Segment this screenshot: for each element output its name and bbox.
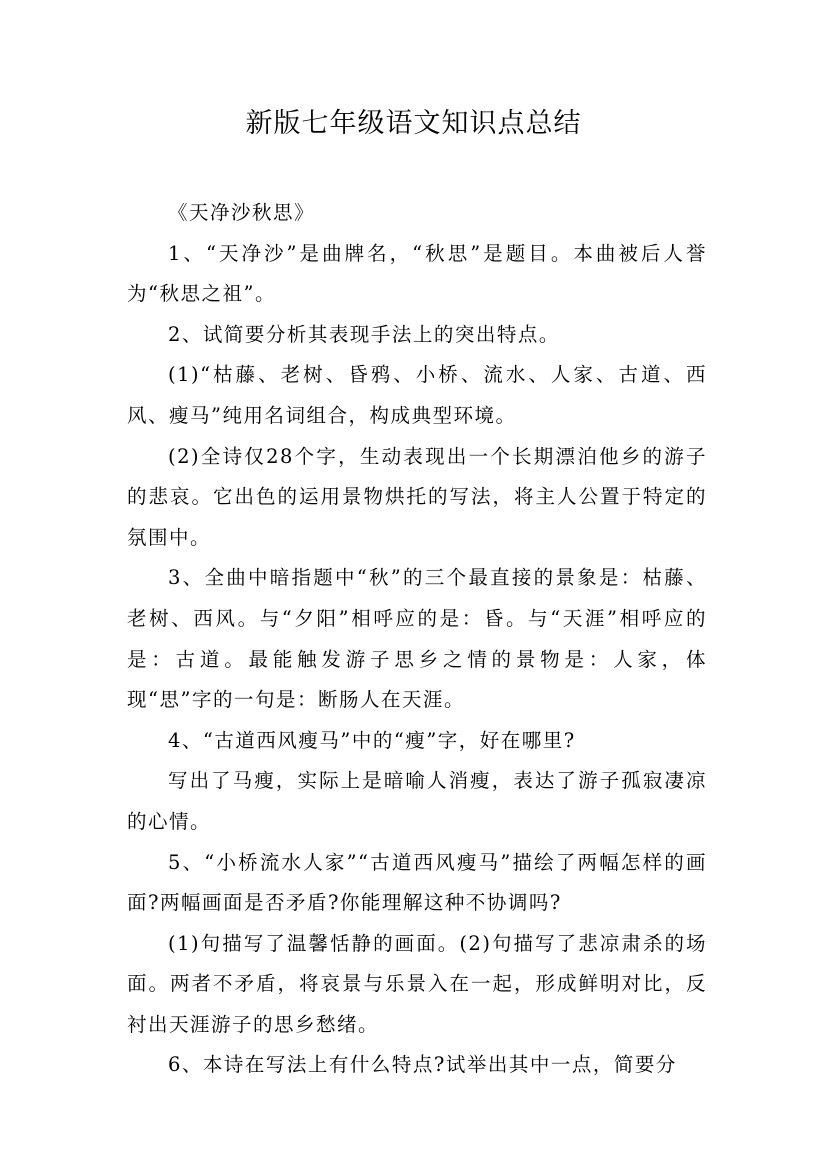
- paragraph-2-point-1: (1)“枯藤、老树、昏鸦、小桥、流水、人家、古道、西风、瘦马”纯用名词组合，构成典型环境。: [127, 363, 707, 427]
- document-title: 新版七年级语文知识点总结: [245, 108, 582, 139]
- paragraph-6-question: 6、本诗在写法上有什么特点?试举出其中一点，简要分: [168, 1053, 677, 1077]
- paragraph-2: 2、试简要分析其表现手法上的突出特点。: [168, 322, 560, 346]
- paragraph-poem-title: 《天净沙秋思》: [168, 201, 316, 224]
- paragraph-5-answer: (1)句描写了温馨恬静的画面。(2)句描写了悲凉肃杀的场面。两者不矛盾，将哀景与乐景入在一起，形成鲜明对比，反衬出天涯游子的思乡愁绪。: [127, 931, 707, 1036]
- paragraph-1: 1、“天净沙”是曲牌名，“秋思”是题目。本曲被后人誉为“秋思之祖”。: [127, 241, 707, 306]
- document-body: [127, 193, 707, 1086]
- paragraph-4-question: 4、“古道西风瘦马”中的“瘦”字，好在哪里?: [168, 728, 576, 752]
- paragraph-2-point-2: (2)全诗仅28个字，生动表现出一个长期漂泊他乡的游子的悲哀。它出色的运用景物烘托的写法，将主人公置于特定的氛围中。: [127, 444, 707, 549]
- paragraph-4-answer: 写出了马瘦，实际上是暗喻人消瘦，表达了游子孤寂凄凉的心情。: [127, 769, 707, 833]
- paragraph-3: 3、全曲中暗指题中“秋”的三个最直接的景象是：枯藤、老树、西风。与“夕阳”相呼应的是：昏。与“天涯”相呼应的是：古道。最能触发游子思乡之情的景物是：人家，体现“思”字的一句是：断肠人在天涯。: [127, 566, 707, 712]
- paragraph-5-question: 5、“小桥流水人家”“古道西风瘦马”描绘了两幅怎样的画面?两幅画面是否矛盾?你能理解这种不协调吗?: [127, 850, 707, 915]
